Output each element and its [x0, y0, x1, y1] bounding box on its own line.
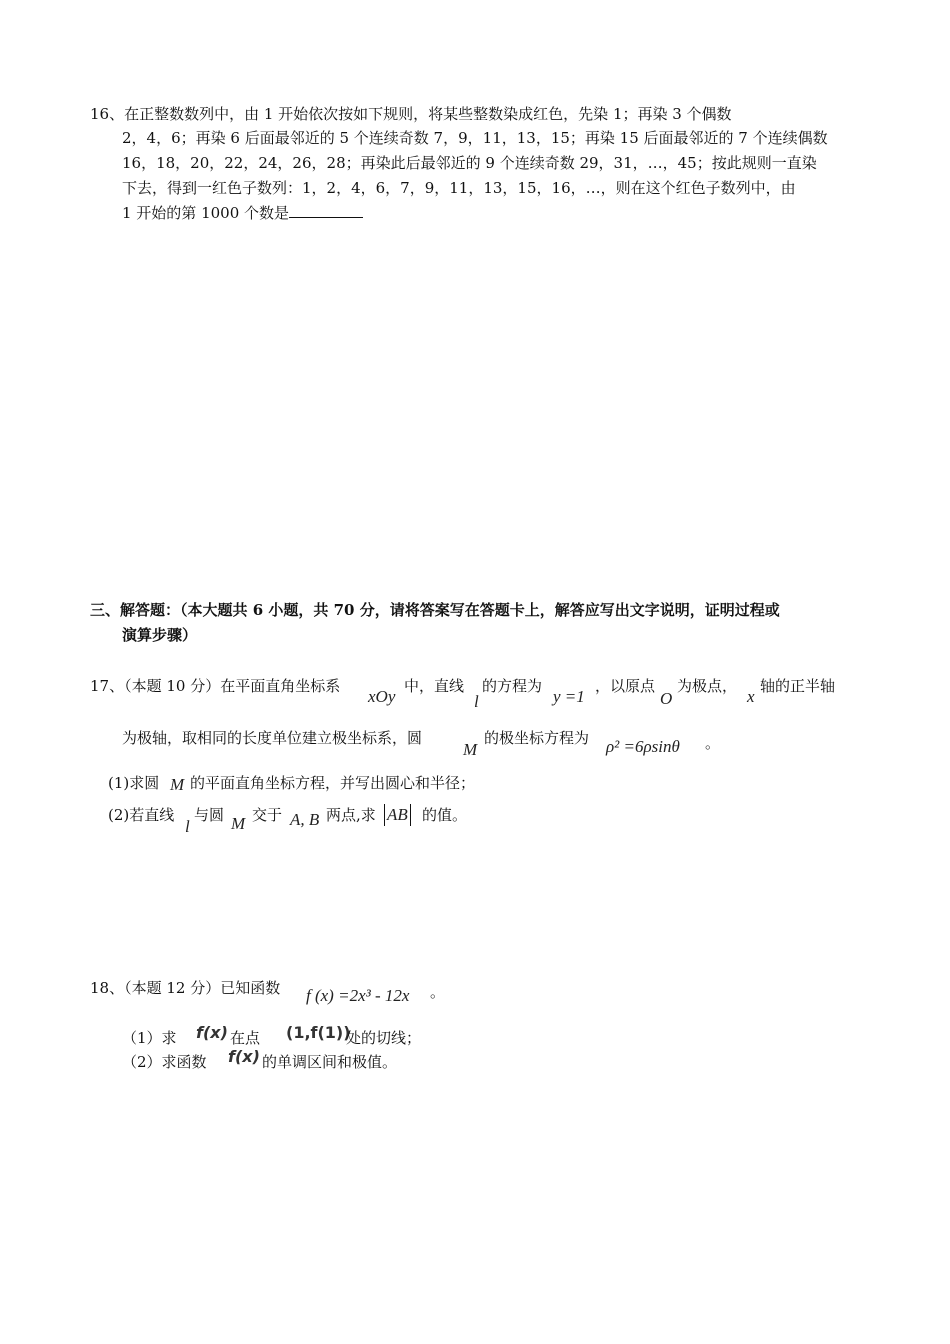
q16-line-5 [122, 203, 363, 223]
q17-text-5: 为极点， [677, 677, 738, 695]
q16-line-3: 16，18，20，22，24，26，28；再染此后最邻近的 9 个连续奇数 29，31，…，45；按此规则一直染 [122, 154, 817, 172]
q17-part-2-math-AB-points: A, B [290, 810, 320, 829]
q16-line-5-text: 1 开始的第 1000 个数是 [122, 204, 290, 222]
q17-math-O: O [660, 689, 673, 708]
q17-math-polar-eq: ρ² =6ρsinθ [606, 737, 680, 756]
q17-part-1-a: (1)求圆 [108, 774, 160, 792]
q17-text-2: 中，直线 [404, 677, 465, 695]
q17-text-6: 轴的正半轴 [760, 677, 836, 695]
q18-part-1-math-fx: f(x) [196, 1023, 228, 1042]
q17-part-2-e: 的值。 [422, 806, 468, 824]
q17-part-2-abs [384, 804, 411, 826]
q17-text-4: ，以原点 [595, 677, 656, 695]
q17-math-M: M [463, 740, 478, 759]
q17-part-2-a: (2)若直线 [108, 806, 175, 824]
section-3-line-1: 三、解答题：（本大题共 6 小题，共 70 分，请将答案写在答题卡上，解答应写出文字说明，证明过程或 [90, 601, 780, 619]
q17-text-7: 为极轴，取相同的长度单位建立极坐标系，圆 [122, 729, 423, 747]
q18-math-function: f (x) =2x³ - 12x [306, 986, 410, 1005]
q17-part-1-b: 的平面直角坐标方程，并写出圆心和半径； [190, 774, 476, 792]
q17-math-xOy: xOy [368, 687, 396, 706]
q17-math-abs-AB: AB [384, 804, 411, 826]
q17-part-1-math-M: M [170, 775, 185, 794]
q17-part-2-b: 与圆 [194, 806, 225, 824]
q17-part-2-math-l: l [185, 817, 190, 836]
q17-part-2-c: 交于 [252, 806, 283, 824]
q16-line-4: 下去，得到一红色子数列：1，2，4，6，7，9，11，13，15，16，…，则在这个红色子数列中，由 [122, 179, 796, 197]
q18-part-1-c: 处的切线； [346, 1029, 422, 1047]
q17-text-8: 的极坐标方程为 [484, 729, 590, 747]
q18-part-2-math-fx: f(x) [228, 1047, 260, 1066]
q17-part-2-d: 两点,求 [326, 806, 376, 824]
q17-text-1: 17、（本题 10 分）在平面直角坐标系 [90, 677, 341, 695]
q18-part-2-b: 的单调区间和极值。 [262, 1053, 398, 1071]
q17-part-2-math-M: M [231, 814, 246, 833]
q18-text-2: 。 [430, 983, 446, 1001]
q17-text-9: 。 [705, 734, 721, 752]
q18-part-1-a: （1）求 [122, 1029, 177, 1047]
section-3-line-2: 演算步骤） [122, 626, 198, 644]
q18-part-1-math-point: (1,f(1)) [286, 1023, 351, 1042]
q18-text-1: 18、（本题 12 分）已知函数 [90, 979, 281, 997]
q18-part-1-b: 在点 [230, 1029, 261, 1047]
q17-math-l: l [474, 692, 479, 711]
q17-text-3: 的方程为 [482, 677, 543, 695]
q18-part-2-a: （2）求函数 [122, 1053, 207, 1071]
q17-math-y1: y =1 [553, 687, 585, 706]
q17-math-x: x [747, 687, 755, 706]
q16-line-1: 16、在正整数数列中，由 1 开始依次按如下规则，将某些整数染成红色，先染 1；再染 3 个偶数 [90, 105, 732, 123]
answer-blank [289, 203, 363, 218]
q16-line-2: 2，4，6；再染 6 后面最邻近的 5 个连续奇数 7，9，11，13，15；再染 15 后面最邻近的 7 个连续偶数 [122, 129, 828, 147]
